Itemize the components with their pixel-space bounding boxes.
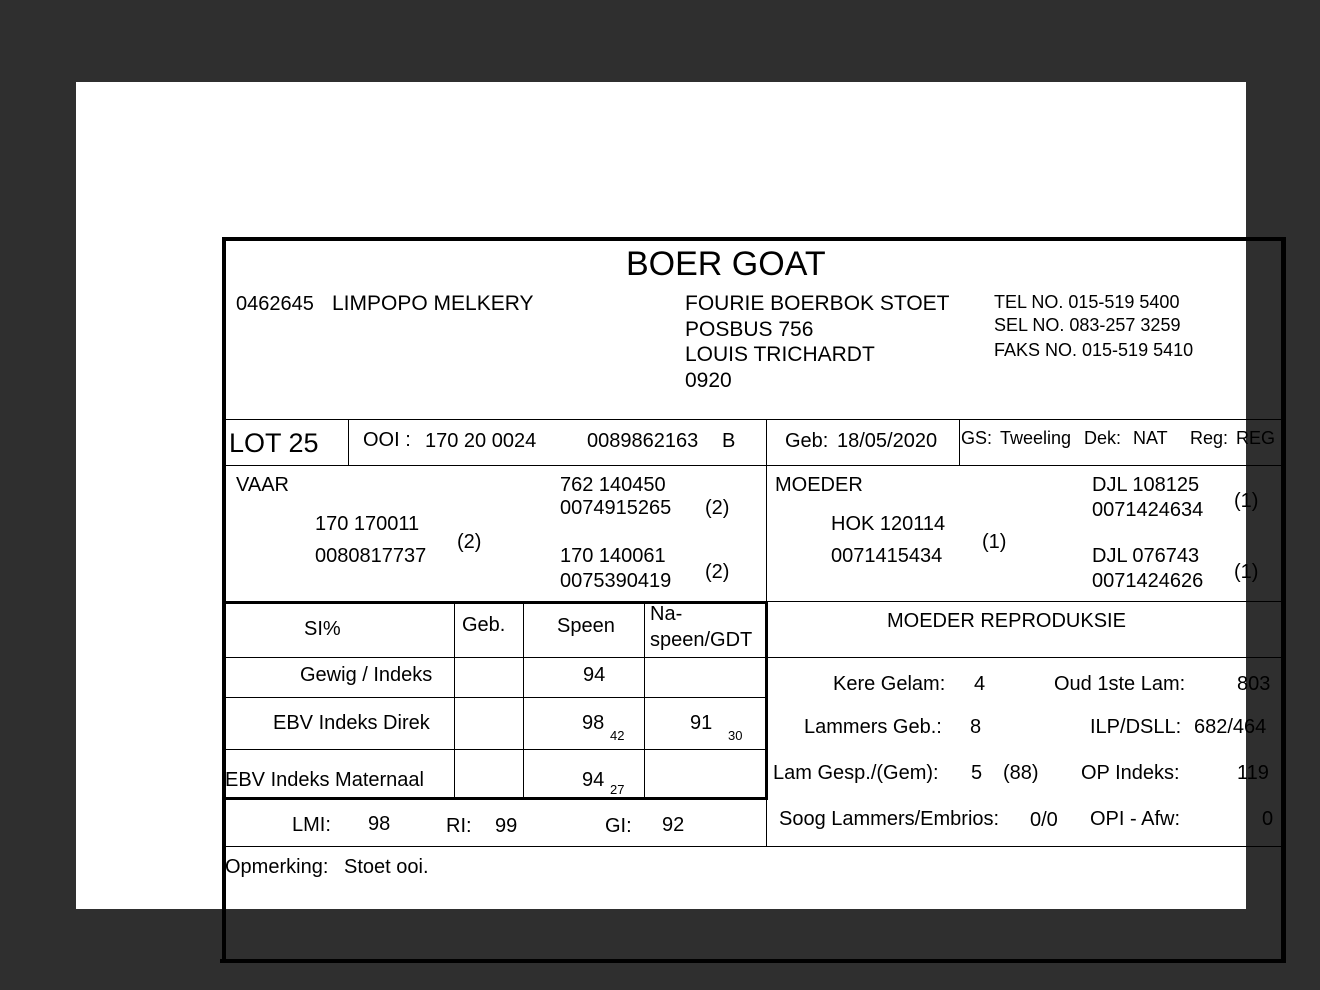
frame-right xyxy=(1281,237,1286,963)
row-gewig-label: Gewig / Indeks xyxy=(300,664,433,686)
geb-date: 18/05/2020 xyxy=(837,430,938,452)
ooi-number: 170 20 0024 xyxy=(425,430,537,452)
vaar-dam-grade: (2) xyxy=(705,561,730,583)
speen-header: Speen xyxy=(557,615,615,637)
perf-col-line-3 xyxy=(644,604,645,798)
row-direk-naspeen-sub: 30 xyxy=(728,728,743,743)
repro-top-line xyxy=(766,601,1284,602)
lammers-geb-value: 8 xyxy=(970,716,982,738)
perf-right-line xyxy=(765,601,768,800)
lot-divider-1 xyxy=(348,419,349,465)
stud-address-2: LOUIS TRICHARDT xyxy=(685,343,875,366)
lot-row-bottom xyxy=(222,465,1284,466)
kere-gelam-label: Kere Gelam: xyxy=(833,673,946,695)
ilp-value: 682/464 xyxy=(1194,716,1267,738)
gi-value: 92 xyxy=(662,814,685,836)
perf-row-line-2 xyxy=(222,697,768,698)
index-row-bottom xyxy=(222,846,1284,847)
perf-col-line-2 xyxy=(523,604,524,798)
seller-name: LIMPOPO MELKERY xyxy=(332,292,534,315)
gs-label: GS: xyxy=(961,428,993,448)
gs-value: Tweeling xyxy=(1000,428,1072,448)
ooi-label: OOI : xyxy=(363,429,411,451)
row-direk-naspeen: 91 xyxy=(690,712,713,734)
vaar-id: 170 170011 xyxy=(315,513,420,535)
moeder-dam-grade: (1) xyxy=(1234,561,1259,583)
moeder-sire-reg: 0071424634 xyxy=(1092,499,1204,521)
lammers-geb-label: Lammers Geb.: xyxy=(804,716,942,738)
moeder-dam-reg: 0071424626 xyxy=(1092,570,1204,592)
frame-left xyxy=(222,237,226,963)
seller-code: 0462645 xyxy=(236,293,314,315)
dek-value: NAT xyxy=(1133,428,1168,448)
perf-top-line xyxy=(222,601,768,604)
lot-row-top xyxy=(222,419,1284,420)
repro-title: MOEDER REPRODUKSIE xyxy=(887,610,1126,632)
row-direk-speen: 98 xyxy=(582,712,605,734)
naspeen-header-line1: Na- xyxy=(650,603,683,625)
moeder-dam-id: DJL 076743 xyxy=(1092,545,1200,567)
vaar-grade: (2) xyxy=(457,531,482,553)
naspeen-header-line2: speen/GDT xyxy=(650,629,753,651)
oud-1ste-lam-label: Oud 1ste Lam: xyxy=(1054,673,1186,695)
soog-value: 0/0 xyxy=(1030,809,1058,831)
perf-row-line-1 xyxy=(222,657,1284,658)
moeder-sire-id: DJL 108125 xyxy=(1092,474,1200,496)
reg-label: Reg: xyxy=(1190,428,1229,448)
ilp-label: ILP/DSLL: xyxy=(1090,716,1182,738)
tel-number: TEL NO. 015-519 5400 xyxy=(994,292,1180,312)
vaar-label: VAAR xyxy=(236,474,289,496)
ri-label: RI: xyxy=(446,815,472,837)
op-indeks-value: 119 xyxy=(1237,762,1269,784)
moeder-sire-grade: (1) xyxy=(1234,490,1259,512)
perf-col-line-1 xyxy=(454,604,455,798)
stud-address-1: POSBUS 756 xyxy=(685,318,814,341)
oud-1ste-lam-value: 803 xyxy=(1237,673,1271,695)
row-maternaal-label: EBV Indeks Maternaal xyxy=(225,769,424,791)
opi-afw-label: OPI - Afw: xyxy=(1090,808,1181,830)
vaar-sire-reg: 0074915265 xyxy=(560,497,672,519)
vaar-sire-grade: (2) xyxy=(705,497,730,519)
lot-card xyxy=(222,237,1286,963)
stud-postcode: 0920 xyxy=(685,369,732,392)
lam-gesp-label: Lam Gesp./(Gem): xyxy=(773,762,939,784)
row-direk-label: EBV Indeks Direk xyxy=(273,712,430,734)
moeder-label: MOEDER xyxy=(775,474,863,496)
soog-label: Soog Lammers/Embrios: xyxy=(779,808,1000,830)
grade: B xyxy=(722,430,736,452)
opi-afw-value: 0 xyxy=(1262,808,1274,830)
frame-bottom xyxy=(220,959,1282,963)
moeder-reg: 0071415434 xyxy=(831,545,943,567)
lmi-value: 98 xyxy=(368,813,391,835)
paper-sheet xyxy=(76,82,1276,909)
dek-label: Dek: xyxy=(1084,428,1122,448)
kere-gelam-value: 4 xyxy=(974,673,986,695)
frame-top xyxy=(222,237,1286,241)
vaar-sire-id: 762 140450 xyxy=(560,474,666,496)
moeder-id: HOK 120114 xyxy=(831,513,946,535)
remarks-text: Stoet ooi. xyxy=(344,856,429,878)
faks-number: FAKS NO. 015-519 5410 xyxy=(994,340,1194,360)
geb-label: Geb: xyxy=(785,430,829,452)
lam-gesp-value: 5 xyxy=(971,762,983,784)
lot-divider-3 xyxy=(959,419,960,465)
reg-value: REG xyxy=(1236,428,1276,448)
remarks-label: Opmerking: xyxy=(225,856,329,878)
si-header: SI% xyxy=(304,618,341,640)
lam-gem-value: (88) xyxy=(1003,762,1039,784)
lot-divider-2 xyxy=(766,419,767,465)
perf-bottom-line xyxy=(222,797,768,800)
ri-value: 99 xyxy=(495,815,518,837)
card-title: BOER GOAT xyxy=(626,245,826,283)
moeder-grade: (1) xyxy=(982,531,1007,553)
vaar-reg: 0080817737 xyxy=(315,545,427,567)
lmi-label: LMI: xyxy=(292,814,331,836)
sel-number: SEL NO. 083-257 3259 xyxy=(994,315,1181,335)
perf-row-line-3 xyxy=(222,749,768,750)
vaar-dam-id: 170 140061 xyxy=(560,545,666,567)
row-maternaal-speen-sub: 27 xyxy=(610,782,625,797)
op-indeks-label: OP Indeks: xyxy=(1081,762,1180,784)
vaar-dam-reg: 0075390419 xyxy=(560,570,672,592)
row-gewig-speen: 94 xyxy=(583,664,606,686)
row-direk-speen-sub: 42 xyxy=(610,728,625,743)
row-maternaal-speen: 94 xyxy=(582,769,605,791)
geb-header: Geb. xyxy=(462,614,506,636)
lot-number: LOT 25 xyxy=(229,428,319,458)
stud-name: FOURIE BOERBOK STOET xyxy=(685,292,950,315)
registration-number: 0089862163 xyxy=(587,430,699,452)
gi-label: GI: xyxy=(605,815,632,837)
